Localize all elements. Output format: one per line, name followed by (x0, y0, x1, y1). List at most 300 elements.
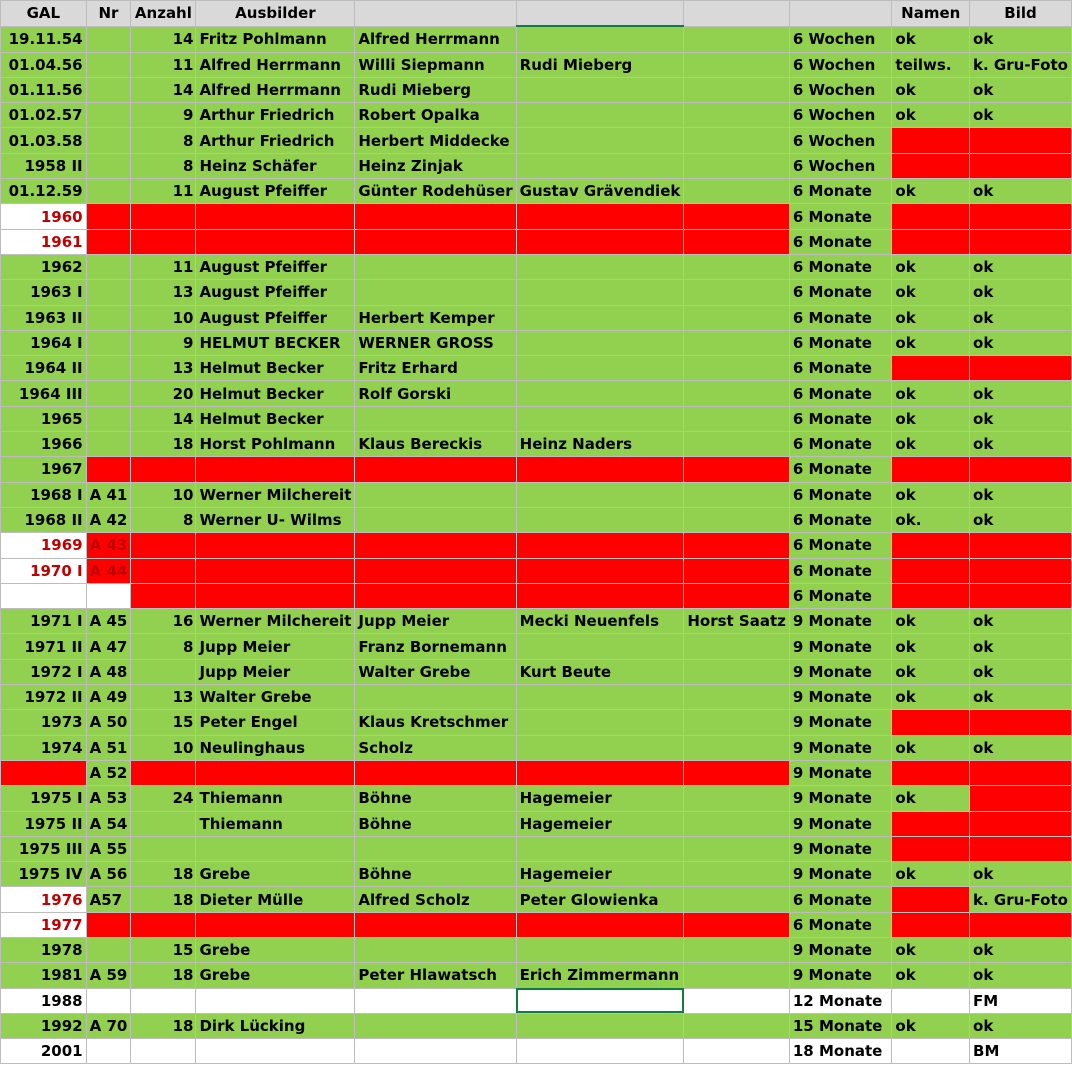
cell-gal[interactable]: 1963 I (1, 280, 87, 305)
column-header-ausbilder[interactable]: Ausbilder (196, 1, 355, 27)
cell-ausbilder-2[interactable] (355, 457, 516, 482)
cell-gal[interactable]: 01.03.58 (1, 128, 87, 153)
cell-ausbilder-4[interactable] (684, 685, 790, 710)
cell-ausbilder-3[interactable] (516, 937, 684, 962)
cell-namen[interactable] (892, 811, 970, 836)
cell-dauer[interactable]: 6 Monate (789, 558, 892, 583)
cell-ausbilder-2[interactable]: Walter Grebe (355, 659, 516, 684)
cell-namen[interactable] (892, 204, 970, 229)
cell-ausbilder-4[interactable] (684, 432, 790, 457)
cell-namen[interactable] (892, 912, 970, 937)
cell-ausbilder[interactable] (196, 836, 355, 861)
cell-gal[interactable]: 1977 (1, 912, 87, 937)
cell-bild[interactable]: ok (970, 1013, 1072, 1038)
cell-anzahl[interactable]: 10 (131, 735, 196, 760)
cell-dauer[interactable]: 6 Monate (789, 406, 892, 431)
cell-dauer[interactable]: 15 Monate (789, 1013, 892, 1038)
cell-namen[interactable] (892, 836, 970, 861)
cell-dauer[interactable]: 6 Monate (789, 457, 892, 482)
cell-anzahl[interactable]: 9 (131, 330, 196, 355)
cell-ausbilder-3[interactable]: Erich Zimmermann (516, 963, 684, 988)
cell-nr[interactable] (86, 153, 131, 178)
cell-ausbilder-3[interactable] (516, 229, 684, 254)
cell-ausbilder-2[interactable]: Herbert Kemper (355, 305, 516, 330)
cell-bild[interactable]: ok (970, 77, 1072, 102)
cell-namen[interactable] (892, 710, 970, 735)
cell-ausbilder-4[interactable] (684, 406, 790, 431)
cell-ausbilder-2[interactable]: Franz Bornemann (355, 634, 516, 659)
cell-dauer[interactable]: 9 Monate (789, 811, 892, 836)
cell-nr[interactable] (86, 406, 131, 431)
cell-ausbilder-2[interactable] (355, 482, 516, 507)
cell-nr[interactable] (86, 254, 131, 279)
cell-ausbilder[interactable]: Thiemann (196, 786, 355, 811)
cell-dauer[interactable]: 6 Monate (789, 305, 892, 330)
cell-ausbilder[interactable] (196, 457, 355, 482)
cell-ausbilder-2[interactable] (355, 685, 516, 710)
cell-ausbilder[interactable]: Arthur Friedrich (196, 128, 355, 153)
cell-ausbilder-2[interactable] (355, 406, 516, 431)
cell-ausbilder-4[interactable] (684, 280, 790, 305)
cell-ausbilder-4[interactable] (684, 26, 790, 52)
cell-namen[interactable] (892, 356, 970, 381)
cell-namen[interactable]: ok (892, 685, 970, 710)
cell-anzahl[interactable]: 8 (131, 153, 196, 178)
cell-dauer[interactable]: 6 Monate (789, 179, 892, 204)
cell-ausbilder-3[interactable] (516, 77, 684, 102)
cell-ausbilder-4[interactable] (684, 507, 790, 532)
cell-nr[interactable]: A 54 (86, 811, 131, 836)
cell-ausbilder-3[interactable] (516, 330, 684, 355)
cell-namen[interactable]: ok (892, 103, 970, 128)
cell-namen[interactable]: ok (892, 482, 970, 507)
cell-gal[interactable]: 1974 (1, 735, 87, 760)
cell-gal[interactable]: 1961 (1, 229, 87, 254)
cell-ausbilder[interactable] (196, 583, 355, 608)
cell-namen[interactable]: ok (892, 735, 970, 760)
cell-anzahl[interactable] (131, 912, 196, 937)
cell-gal[interactable] (1, 760, 87, 785)
cell-gal[interactable]: 1965 (1, 406, 87, 431)
cell-ausbilder[interactable] (196, 912, 355, 937)
cell-bild[interactable]: ok (970, 482, 1072, 507)
cell-ausbilder-3[interactable] (516, 457, 684, 482)
cell-anzahl[interactable]: 13 (131, 280, 196, 305)
cell-ausbilder-2[interactable]: Robert Opalka (355, 103, 516, 128)
cell-gal[interactable]: 01.04.56 (1, 52, 87, 77)
cell-bild[interactable]: ok (970, 254, 1072, 279)
cell-namen[interactable] (892, 558, 970, 583)
cell-ausbilder-4[interactable] (684, 254, 790, 279)
cell-gal[interactable]: 1963 II (1, 305, 87, 330)
cell-gal[interactable]: 1958 II (1, 153, 87, 178)
cell-dauer[interactable]: 6 Monate (789, 330, 892, 355)
cell-ausbilder-4[interactable] (684, 305, 790, 330)
cell-nr[interactable] (86, 432, 131, 457)
cell-ausbilder[interactable]: Werner Milchereit (196, 609, 355, 634)
cell-dauer[interactable]: 6 Monate (789, 229, 892, 254)
cell-ausbilder-3[interactable] (516, 760, 684, 785)
cell-nr[interactable]: A57 (86, 887, 131, 912)
cell-ausbilder-2[interactable]: Willi Siepmann (355, 52, 516, 77)
cell-gal[interactable]: 1967 (1, 457, 87, 482)
cell-gal[interactable]: 1975 IV (1, 862, 87, 887)
cell-anzahl[interactable] (131, 229, 196, 254)
cell-ausbilder[interactable]: Werner Milchereit (196, 482, 355, 507)
cell-bild[interactable]: ok (970, 634, 1072, 659)
cell-ausbilder[interactable]: Grebe (196, 937, 355, 962)
cell-ausbilder-4[interactable] (684, 153, 790, 178)
cell-ausbilder-3[interactable] (516, 254, 684, 279)
cell-bild[interactable]: ok (970, 507, 1072, 532)
cell-gal[interactable]: 1962 (1, 254, 87, 279)
cell-ausbilder-2[interactable] (355, 583, 516, 608)
cell-anzahl[interactable]: 15 (131, 710, 196, 735)
cell-bild[interactable]: ok (970, 26, 1072, 52)
cell-ausbilder-2[interactable]: Jupp Meier (355, 609, 516, 634)
cell-ausbilder-2[interactable]: Böhne (355, 862, 516, 887)
cell-namen[interactable] (892, 128, 970, 153)
cell-ausbilder-4[interactable] (684, 1039, 790, 1064)
cell-bild[interactable]: FM (970, 988, 1072, 1013)
cell-bild[interactable]: ok (970, 937, 1072, 962)
cell-namen[interactable] (892, 887, 970, 912)
cell-nr[interactable] (86, 356, 131, 381)
cell-ausbilder-4[interactable] (684, 229, 790, 254)
cell-anzahl[interactable] (131, 583, 196, 608)
column-header-namen[interactable]: Namen (892, 1, 970, 27)
cell-dauer[interactable]: 6 Wochen (789, 52, 892, 77)
cell-ausbilder-2[interactable]: Scholz (355, 735, 516, 760)
cell-gal[interactable]: 1969 (1, 533, 87, 558)
cell-bild[interactable] (970, 457, 1072, 482)
cell-ausbilder-2[interactable] (355, 937, 516, 962)
cell-ausbilder-3[interactable]: Mecki Neuenfels (516, 609, 684, 634)
cell-gal[interactable] (1, 583, 87, 608)
cell-ausbilder[interactable]: Grebe (196, 862, 355, 887)
cell-anzahl[interactable] (131, 760, 196, 785)
cell-bild[interactable] (970, 836, 1072, 861)
cell-bild[interactable] (970, 153, 1072, 178)
cell-bild[interactable]: BM (970, 1039, 1072, 1064)
cell-dauer[interactable]: 6 Monate (789, 254, 892, 279)
cell-dauer[interactable]: 9 Monate (789, 760, 892, 785)
cell-anzahl[interactable] (131, 457, 196, 482)
cell-gal[interactable]: 1972 II (1, 685, 87, 710)
cell-bild[interactable]: ok (970, 406, 1072, 431)
column-header-dauer[interactable] (789, 1, 892, 27)
cell-bild[interactable]: ok (970, 432, 1072, 457)
cell-dauer[interactable]: 6 Monate (789, 887, 892, 912)
cell-namen[interactable]: ok (892, 381, 970, 406)
cell-ausbilder-3[interactable]: Gustav Grävendiek (516, 179, 684, 204)
cell-anzahl[interactable] (131, 558, 196, 583)
cell-namen[interactable]: ok (892, 963, 970, 988)
cell-nr[interactable]: A 42 (86, 507, 131, 532)
cell-nr[interactable]: A 55 (86, 836, 131, 861)
cell-ausbilder-3[interactable]: Hagemeier (516, 786, 684, 811)
cell-ausbilder-2[interactable] (355, 558, 516, 583)
cell-anzahl[interactable]: 18 (131, 432, 196, 457)
cell-ausbilder-4[interactable] (684, 786, 790, 811)
cell-namen[interactable] (892, 988, 970, 1013)
cell-namen[interactable]: ok (892, 305, 970, 330)
cell-anzahl[interactable]: 10 (131, 482, 196, 507)
cell-dauer[interactable]: 9 Monate (789, 786, 892, 811)
cell-namen[interactable]: ok (892, 77, 970, 102)
cell-gal[interactable]: 1972 I (1, 659, 87, 684)
cell-bild[interactable]: ok (970, 179, 1072, 204)
cell-ausbilder-2[interactable] (355, 229, 516, 254)
cell-namen[interactable] (892, 583, 970, 608)
cell-bild[interactable] (970, 786, 1072, 811)
cell-ausbilder-2[interactable]: Alfred Scholz (355, 887, 516, 912)
cell-ausbilder-2[interactable] (355, 507, 516, 532)
cell-bild[interactable] (970, 583, 1072, 608)
cell-gal[interactable]: 1973 (1, 710, 87, 735)
cell-ausbilder-3[interactable] (516, 735, 684, 760)
cell-nr[interactable] (86, 77, 131, 102)
cell-nr[interactable] (86, 229, 131, 254)
cell-ausbilder-4[interactable] (684, 836, 790, 861)
cell-ausbilder-3[interactable] (516, 710, 684, 735)
cell-anzahl[interactable]: 24 (131, 786, 196, 811)
cell-gal[interactable]: 01.11.56 (1, 77, 87, 102)
cell-anzahl[interactable]: 11 (131, 254, 196, 279)
cell-ausbilder[interactable]: August Pfeiffer (196, 254, 355, 279)
cell-namen[interactable] (892, 1039, 970, 1064)
cell-ausbilder[interactable]: Horst Pohlmann (196, 432, 355, 457)
cell-bild[interactable] (970, 760, 1072, 785)
cell-ausbilder[interactable] (196, 1039, 355, 1064)
cell-ausbilder[interactable] (196, 229, 355, 254)
cell-ausbilder-4[interactable] (684, 179, 790, 204)
cell-ausbilder-3[interactable] (516, 836, 684, 861)
cell-ausbilder[interactable]: Dirk Lücking (196, 1013, 355, 1038)
cell-ausbilder[interactable] (196, 533, 355, 558)
cell-gal[interactable]: 1992 (1, 1013, 87, 1038)
cell-anzahl[interactable] (131, 204, 196, 229)
cell-ausbilder-3[interactable] (516, 1013, 684, 1038)
cell-ausbilder-4[interactable] (684, 482, 790, 507)
cell-namen[interactable] (892, 457, 970, 482)
cell-ausbilder-2[interactable]: Alfred Herrmann (355, 26, 516, 52)
cell-anzahl[interactable]: 20 (131, 381, 196, 406)
cell-ausbilder[interactable] (196, 204, 355, 229)
cell-anzahl[interactable]: 16 (131, 609, 196, 634)
cell-ausbilder[interactable]: August Pfeiffer (196, 305, 355, 330)
cell-anzahl[interactable]: 18 (131, 963, 196, 988)
cell-anzahl[interactable] (131, 533, 196, 558)
cell-gal[interactable]: 1968 II (1, 507, 87, 532)
cell-namen[interactable] (892, 533, 970, 558)
cell-ausbilder-4[interactable] (684, 381, 790, 406)
cell-bild[interactable]: ok (970, 330, 1072, 355)
cell-dauer[interactable]: 6 Wochen (789, 153, 892, 178)
cell-ausbilder-2[interactable]: WERNER GROSS (355, 330, 516, 355)
cell-dauer[interactable]: 9 Monate (789, 659, 892, 684)
cell-gal[interactable]: 1960 (1, 204, 87, 229)
cell-ausbilder-3[interactable]: Heinz Naders (516, 432, 684, 457)
cell-bild[interactable]: ok (970, 963, 1072, 988)
cell-dauer[interactable]: 6 Monate (789, 507, 892, 532)
cell-anzahl[interactable] (131, 988, 196, 1013)
cell-namen[interactable] (892, 760, 970, 785)
cell-dauer[interactable]: 9 Monate (789, 963, 892, 988)
cell-bild[interactable] (970, 912, 1072, 937)
cell-ausbilder-4[interactable] (684, 356, 790, 381)
cell-nr[interactable] (86, 26, 131, 52)
cell-gal[interactable]: 1964 II (1, 356, 87, 381)
cell-ausbilder-3[interactable] (516, 381, 684, 406)
cell-ausbilder-3[interactable] (516, 583, 684, 608)
cell-ausbilder[interactable]: HELMUT BECKER (196, 330, 355, 355)
cell-namen[interactable]: ok (892, 786, 970, 811)
cell-namen[interactable]: ok (892, 432, 970, 457)
cell-ausbilder-4[interactable] (684, 887, 790, 912)
cell-namen[interactable]: ok (892, 1013, 970, 1038)
cell-ausbilder-3[interactable]: Hagemeier (516, 811, 684, 836)
cell-ausbilder-2[interactable]: Klaus Bereckis (355, 432, 516, 457)
cell-namen[interactable]: ok (892, 254, 970, 279)
cell-ausbilder-2[interactable] (355, 988, 516, 1013)
column-header-nr[interactable]: Nr (86, 1, 131, 27)
cell-ausbilder-4[interactable] (684, 634, 790, 659)
cell-nr[interactable]: A 52 (86, 760, 131, 785)
cell-namen[interactable]: ok (892, 179, 970, 204)
cell-gal[interactable]: 1981 (1, 963, 87, 988)
cell-anzahl[interactable]: 8 (131, 634, 196, 659)
cell-namen[interactable]: ok (892, 862, 970, 887)
cell-bild[interactable]: ok (970, 280, 1072, 305)
cell-namen[interactable]: ok (892, 26, 970, 52)
cell-anzahl[interactable]: 14 (131, 77, 196, 102)
cell-gal[interactable]: 01.02.57 (1, 103, 87, 128)
cell-anzahl[interactable]: 15 (131, 937, 196, 962)
cell-ausbilder-2[interactable] (355, 280, 516, 305)
cell-ausbilder-2[interactable]: Fritz Erhard (355, 356, 516, 381)
cell-ausbilder-4[interactable] (684, 963, 790, 988)
cell-nr[interactable]: A 49 (86, 685, 131, 710)
cell-ausbilder-3[interactable]: Hagemeier (516, 862, 684, 887)
cell-nr[interactable]: A 43 (86, 533, 131, 558)
cell-ausbilder-2[interactable] (355, 836, 516, 861)
cell-gal[interactable]: 1971 I (1, 609, 87, 634)
cell-bild[interactable]: ok (970, 735, 1072, 760)
cell-ausbilder-2[interactable]: Böhne (355, 811, 516, 836)
cell-dauer[interactable]: 6 Wochen (789, 26, 892, 52)
cell-ausbilder[interactable]: Jupp Meier (196, 659, 355, 684)
cell-ausbilder-3[interactable] (516, 356, 684, 381)
cell-gal[interactable]: 1968 I (1, 482, 87, 507)
cell-ausbilder[interactable]: Helmut Becker (196, 356, 355, 381)
cell-ausbilder-2[interactable]: Heinz Zinjak (355, 153, 516, 178)
cell-ausbilder-3[interactable]: Kurt Beute (516, 659, 684, 684)
cell-ausbilder-4[interactable] (684, 659, 790, 684)
cell-bild[interactable] (970, 558, 1072, 583)
cell-ausbilder[interactable]: Grebe (196, 963, 355, 988)
cell-ausbilder-3[interactable]: Peter Glowienka (516, 887, 684, 912)
cell-ausbilder[interactable]: August Pfeiffer (196, 280, 355, 305)
cell-ausbilder-4[interactable] (684, 710, 790, 735)
cell-ausbilder-3[interactable] (516, 988, 684, 1013)
cell-ausbilder-3[interactable] (516, 558, 684, 583)
cell-nr[interactable]: A 50 (86, 710, 131, 735)
cell-ausbilder[interactable]: Walter Grebe (196, 685, 355, 710)
cell-gal[interactable]: 1970 I (1, 558, 87, 583)
cell-namen[interactable] (892, 229, 970, 254)
cell-nr[interactable] (86, 179, 131, 204)
cell-ausbilder-4[interactable] (684, 128, 790, 153)
cell-dauer[interactable]: 6 Monate (789, 381, 892, 406)
cell-anzahl[interactable]: 10 (131, 305, 196, 330)
cell-dauer[interactable]: 9 Monate (789, 937, 892, 962)
cell-ausbilder-4[interactable] (684, 533, 790, 558)
cell-namen[interactable]: ok. (892, 507, 970, 532)
cell-anzahl[interactable] (131, 659, 196, 684)
cell-nr[interactable] (86, 204, 131, 229)
cell-nr[interactable] (86, 305, 131, 330)
cell-dauer[interactable]: 9 Monate (789, 634, 892, 659)
cell-dauer[interactable]: 6 Monate (789, 432, 892, 457)
cell-nr[interactable] (86, 988, 131, 1013)
column-header-bild[interactable]: Bild (970, 1, 1072, 27)
cell-ausbilder-2[interactable]: Klaus Kretschmer (355, 710, 516, 735)
cell-ausbilder-3[interactable] (516, 305, 684, 330)
cell-anzahl[interactable]: 8 (131, 128, 196, 153)
cell-dauer[interactable]: 12 Monate (789, 988, 892, 1013)
cell-ausbilder-2[interactable] (355, 204, 516, 229)
cell-ausbilder-2[interactable] (355, 1039, 516, 1064)
cell-ausbilder[interactable]: Fritz Pohlmann (196, 26, 355, 52)
cell-nr[interactable]: A 45 (86, 609, 131, 634)
cell-dauer[interactable]: 9 Monate (789, 735, 892, 760)
cell-ausbilder-3[interactable] (516, 26, 684, 52)
cell-nr[interactable]: A 59 (86, 963, 131, 988)
cell-dauer[interactable]: 6 Wochen (789, 128, 892, 153)
cell-ausbilder-2[interactable] (355, 912, 516, 937)
cell-dauer[interactable]: 9 Monate (789, 685, 892, 710)
cell-ausbilder-3[interactable] (516, 128, 684, 153)
column-header-ausbilder-3[interactable] (516, 1, 684, 27)
cell-bild[interactable] (970, 128, 1072, 153)
cell-ausbilder-2[interactable] (355, 1013, 516, 1038)
cell-anzahl[interactable]: 13 (131, 356, 196, 381)
cell-anzahl[interactable]: 18 (131, 1013, 196, 1038)
cell-ausbilder-2[interactable]: Herbert Middecke (355, 128, 516, 153)
cell-anzahl[interactable]: 18 (131, 887, 196, 912)
cell-anzahl[interactable] (131, 1039, 196, 1064)
cell-dauer[interactable]: 6 Monate (789, 533, 892, 558)
cell-dauer[interactable]: 6 Monate (789, 912, 892, 937)
cell-nr[interactable]: A 51 (86, 735, 131, 760)
cell-ausbilder[interactable]: Arthur Friedrich (196, 103, 355, 128)
cell-dauer[interactable]: 9 Monate (789, 836, 892, 861)
cell-ausbilder[interactable]: Alfred Herrmann (196, 77, 355, 102)
cell-ausbilder-3[interactable] (516, 280, 684, 305)
cell-ausbilder-3[interactable] (516, 482, 684, 507)
cell-gal[interactable]: 1978 (1, 937, 87, 962)
cell-ausbilder-3[interactable]: Rudi Mieberg (516, 52, 684, 77)
cell-gal[interactable]: 1976 (1, 887, 87, 912)
cell-ausbilder-4[interactable] (684, 204, 790, 229)
cell-dauer[interactable]: 6 Wochen (789, 77, 892, 102)
cell-dauer[interactable]: 9 Monate (789, 710, 892, 735)
cell-ausbilder-2[interactable] (355, 760, 516, 785)
cell-ausbilder[interactable]: Heinz Schäfer (196, 153, 355, 178)
column-header-gal[interactable]: GAL (1, 1, 87, 27)
cell-ausbilder-3[interactable] (516, 685, 684, 710)
